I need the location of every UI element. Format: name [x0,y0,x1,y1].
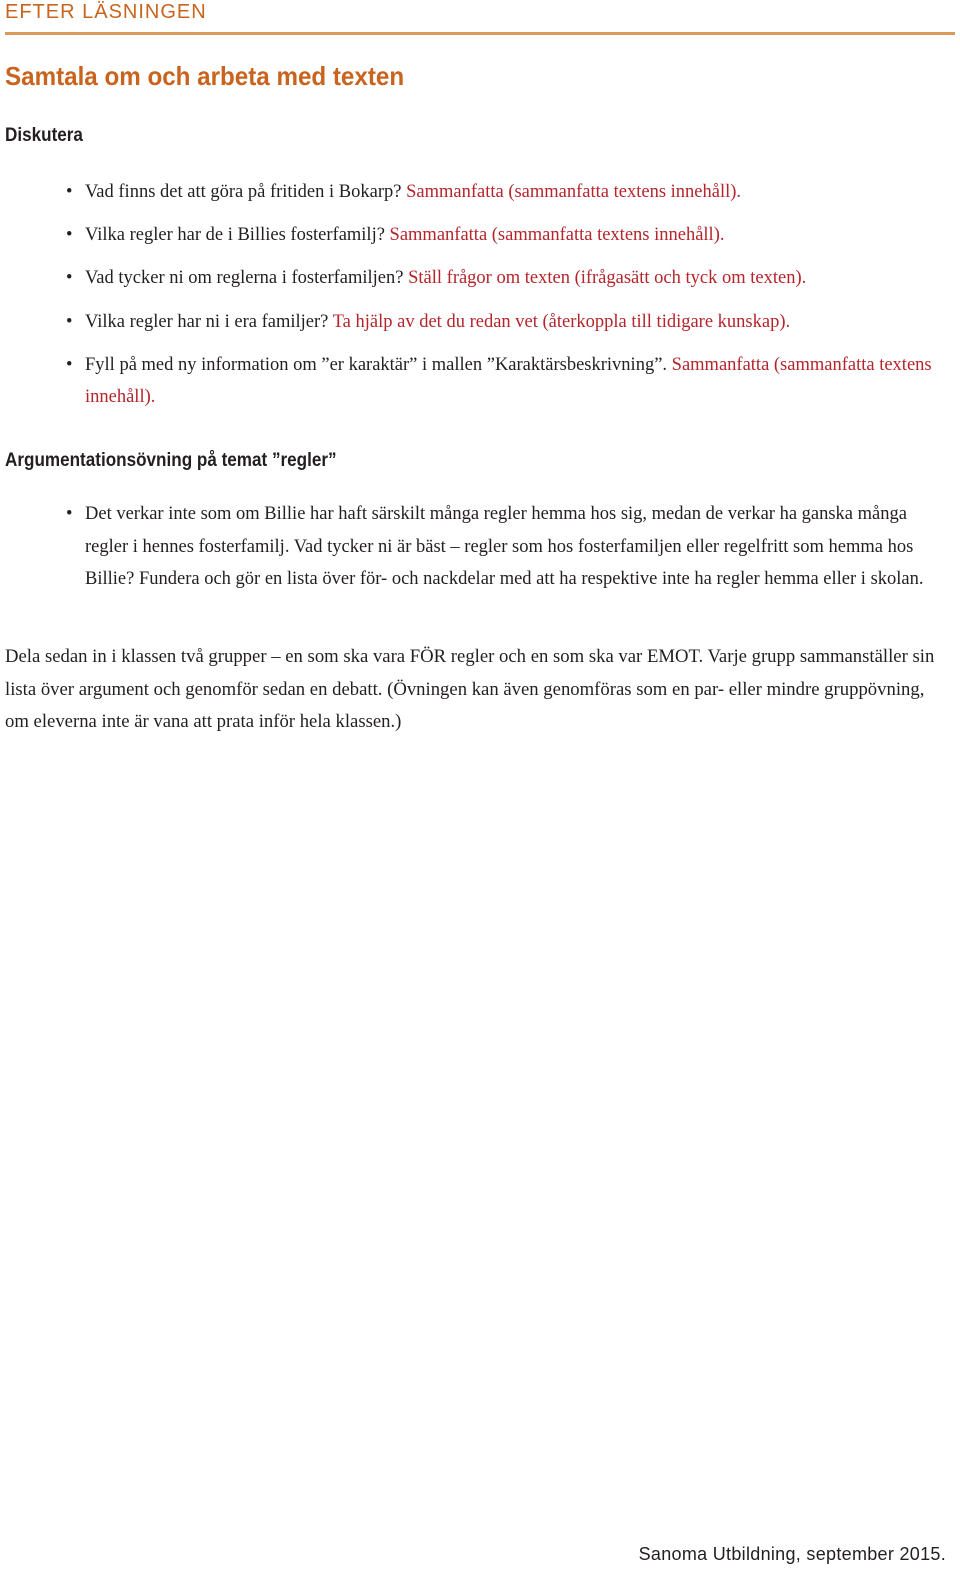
debate-instructions-paragraph: Dela sedan in i klassen två grupper – en som ska vara FÖR regler och en som ska var EMOT. Varje grupp sammanställer sin lista över argument och genomför sedan en debatt. (Övningen kan även genomföras som en par- eller mindre gruppövning, om eleverna inte är vana att prata inför hela klassen.) [5,646,935,732]
bullet-icon: • [66,311,73,332]
bullet-icon: • [66,504,73,524]
list-item [66,306,946,338]
list-item [66,498,946,596]
question-text: Vad finns det att göra på fritiden i Bokarp? [85,182,407,202]
bullet-icon: • [66,354,73,375]
question-text: Vilka regler har de i Billies fosterfamilj? [85,225,390,246]
header-label: EFTER LÄSNINGEN [5,1,207,23]
reading-strategy-text: Sammanfatta (sammanfatta textens innehåll). [406,182,742,202]
header-divider [5,32,955,35]
section-heading-discuss: Diskutera [5,125,83,146]
list-item [66,262,946,294]
bullet-icon: • [66,268,73,289]
list-item [66,349,946,413]
page-title: Samtala om och arbeta med texten [5,61,405,91]
bullet-icon: • [66,225,73,246]
reading-strategy-text: Ta hjälp av det du redan vet (återkoppla till tidigare kunskap). [332,311,791,332]
footer-credit: Sanoma Utbildning, september 2015. [638,1544,946,1564]
question-text: Fyll på med ny information om ”er karaktär” i mallen ”Karaktärsbeskrivning”. [85,354,672,375]
argumentation-task-list [66,498,946,596]
reading-strategy-text: Sammanfatta (sammanfatta textens innehåll). [389,225,725,246]
section-heading-argumentation: Argumentationsövning på temat ”regler” [5,450,337,471]
task-text: Det verkar inte som om Billie har haft särskilt många regler hemma hos sig, medan de verkar ha ganska många regler i hennes fosterfamilj. Vad tycker ni är bäst – regler som hos fosterfamiljen eller regelfritt som hemma hos Billie? Fundera och gör en lista över för- och nackdelar med att ha respektive inte ha regler hemma eller i skolan. [85,504,924,589]
question-text: Vad tycker ni om reglerna i fosterfamiljen? [85,268,409,289]
question-text: Vilka regler har ni i era familjer? [85,311,333,332]
reading-strategy-text: Ställ frågor om texten (ifrågasätt och tyck om texten). [408,268,807,289]
list-item [66,176,946,208]
discussion-question-list [66,176,946,424]
reading-strategy-text: Sammanfatta (sammanfatta textens innehåll). [85,354,932,407]
bullet-icon: • [66,182,73,202]
list-item [66,219,946,251]
